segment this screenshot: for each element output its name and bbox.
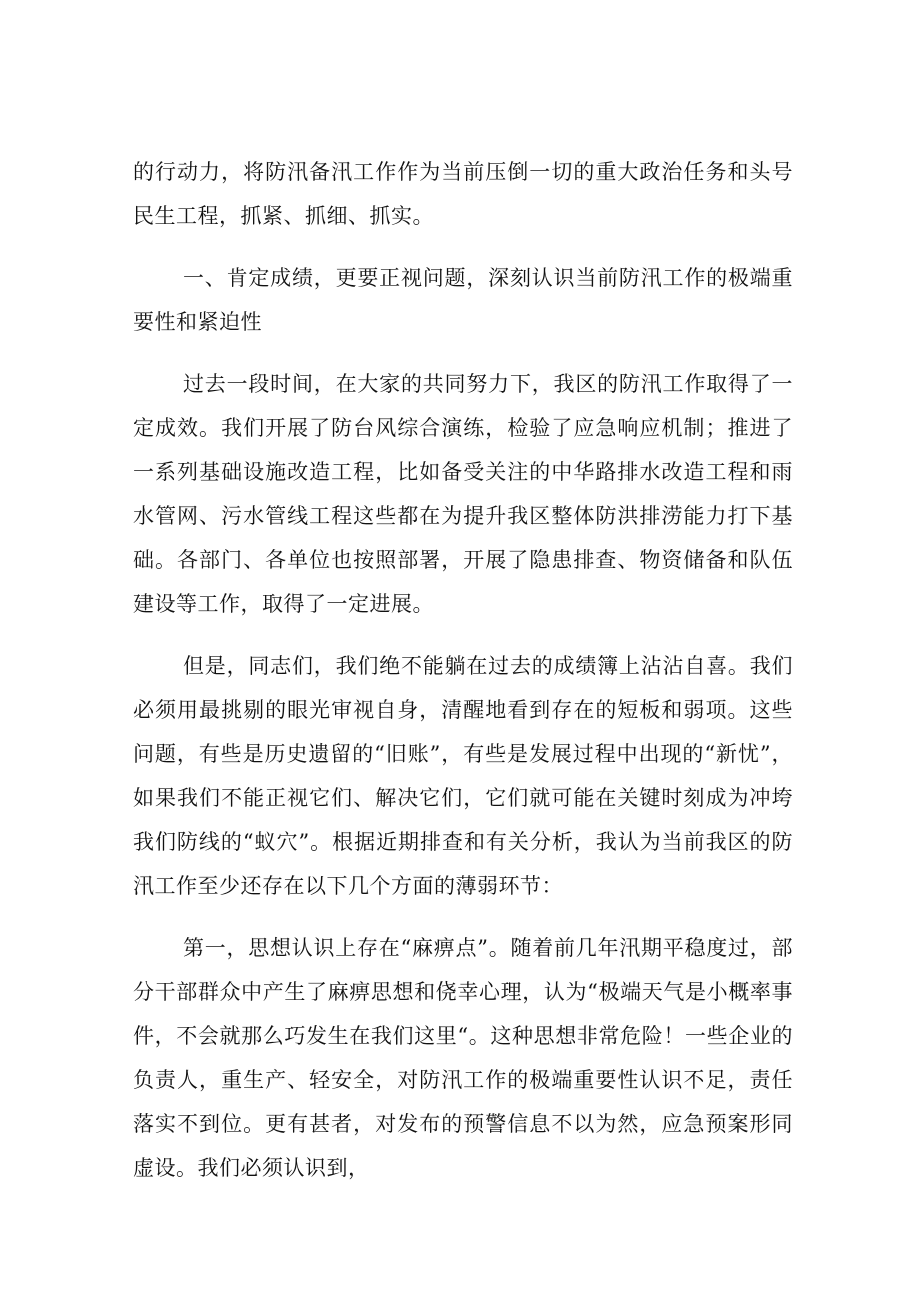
paragraph-problems: 但是，同志们，我们绝不能躺在过去的成绩簿上沾沾自喜。我们必须用最挑剔的眼光审视自身，清醒地看到存在的短板和弱项。这些问题，有些是历史遗留的“旧账”，有些是发展过程中出现的“新忧”，如果我们不能正视它们、解决它们，它们就可能在关键时刻成为冲垮我们防线的“蚁穴”。根据近期排查和有关分析，我认为当前我区的防汛工作至少还存在以下几个方面的薄弱环节： — [133, 654, 793, 898]
paragraph-first-point: 第一，思想认识上存在“麻痹点”。随着前几年汛期平稳度过，部分干部群众中产生了麻痹思想和侥幸心理，认为“极端天气是小概率事件，不会就那么巧发生在我们这里“。这种思想非常危险！一些企业的负责人，重生产、轻安全，对防汛工作的极端重要性认识不足，责任落实不到位。更有甚者，对发布的预警信息不以为然，应急预案形同虚设。我们必须认识到， — [133, 936, 793, 1180]
paragraph-achievements: 过去一段时间，在大家的共同努力下，我区的防汛工作取得了一定成效。我们开展了防台风综合演练，检验了应急响应机制；推进了一系列基础设施改造工程，比如备受关注的中华路排水改造工程和雨水管网、污水管线工程这些都在为提升我区整体防洪排涝能力打下基础。各部门、各单位也按照部署，开展了隐患排查、物资储备和队伍建设等工作，取得了一定进展。 — [133, 372, 793, 616]
section-heading: 一、肯定成绩，更要正视问题，深刻认识当前防汛工作的极端重要性和紧迫性 — [133, 266, 793, 334]
paragraph-continuation: 的行动力，将防汛备汛工作作为当前压倒一切的重大政治任务和头号民生工程，抓紧、抓细、抓实。 — [133, 160, 793, 228]
document-body — [133, 150, 793, 1208]
